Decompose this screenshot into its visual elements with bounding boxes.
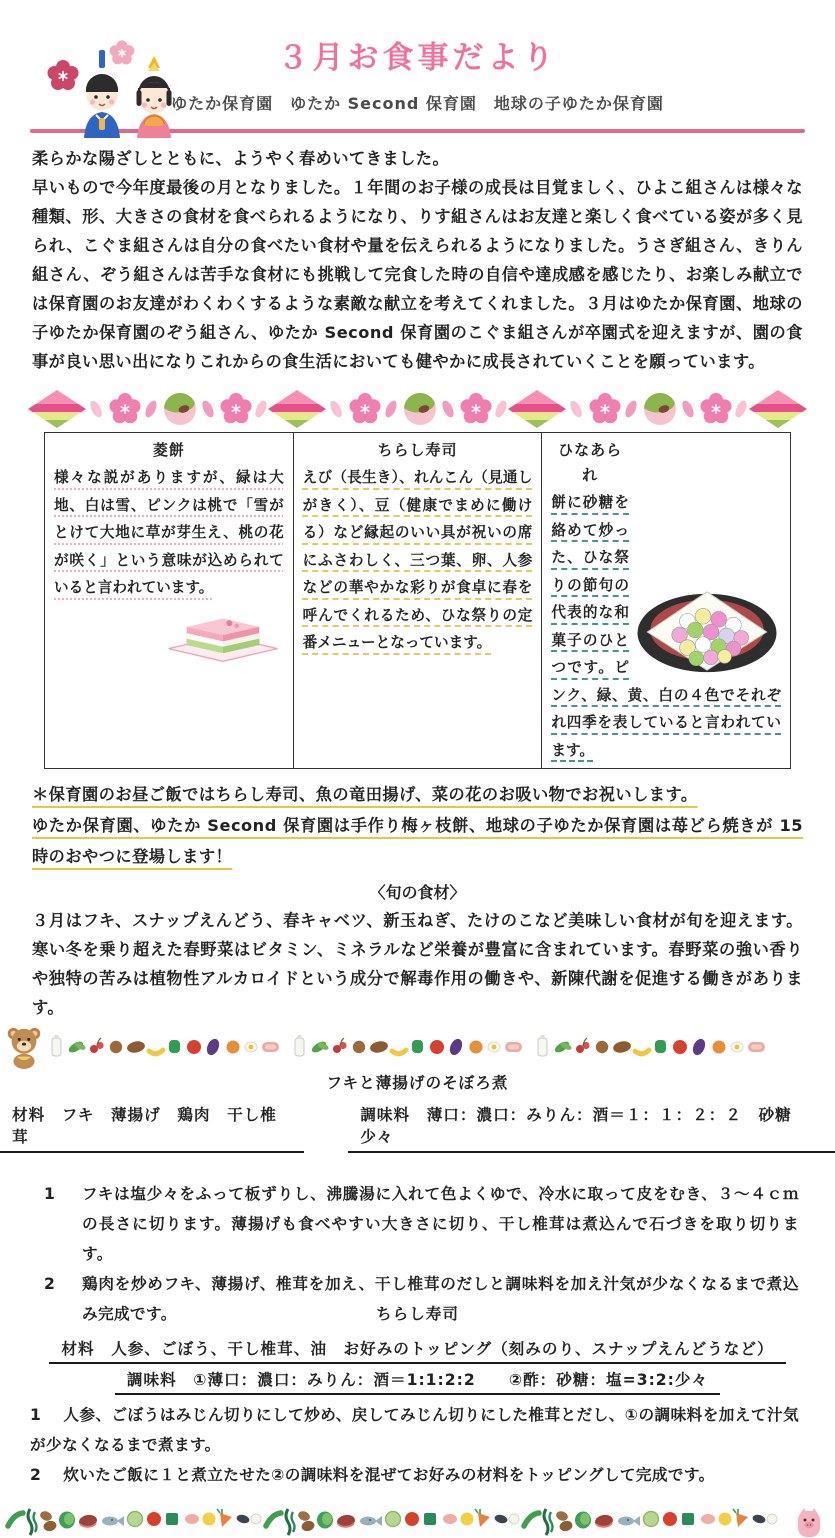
step-text: 鶏肉を炒めフキ、薄揚げ、椎茸を加え、干し椎茸のだしと調味料を加え汁気が少なくなるまで煮込み完成です。 xyxy=(82,1275,799,1323)
recipe2-seasoning: 調味料 ①薄口：濃口：みりん：酒＝1:1:2:2 ②酢：砂糖：塩=3:2:少々 xyxy=(115,1371,720,1395)
col-title: ちらし寿司 xyxy=(377,441,458,459)
girl-doll-icon xyxy=(137,56,172,138)
step-number: 2 xyxy=(30,1466,42,1484)
recipe2-ingredients-row xyxy=(0,1337,835,1359)
hishimochi-cake-icon xyxy=(56,605,282,665)
recipe2-steps xyxy=(30,1400,799,1490)
table-col-hishimochi xyxy=(45,433,293,768)
col-body: 様々な説がありますが、緑は大地、白は雪、ピンクは桃で「雪がとけて大地に草が芽生え、桃の花が咲く」という意味が込められていると言われています。 xyxy=(54,469,284,596)
recipe-step xyxy=(30,1400,799,1460)
plum-blossom-icon xyxy=(48,60,79,90)
plum-blossom-icon xyxy=(110,40,135,64)
step-number: 1 xyxy=(44,1185,56,1203)
food-icons-border xyxy=(4,1025,827,1069)
step-text: フキは塩少々をふって板ずりし、沸騰湯に入れて色よくゆで、冷水に取って皮をむき、３～４ｃｍの長さに切ります。薄揚げも食べやすい大きさに切り、干し椎茸は煮込んで石づきを取り切ります。 xyxy=(82,1185,799,1263)
intro-text xyxy=(32,144,803,376)
table-col-hinaarare xyxy=(541,433,790,768)
recipe-step xyxy=(36,1179,799,1269)
recipe1-seasoning: 調味料 薄口：濃口：みりん：酒＝１：１：２：２ 砂糖少々 xyxy=(348,1103,835,1153)
hina-arare-icon xyxy=(633,584,781,676)
page-title: ３月お食事だより xyxy=(277,40,558,76)
recipe2-ingredients: 材料 人参、ごぼう、干し椎茸、油 お好みのトッピング（刻みのり、スナップえんどうなど） xyxy=(49,1340,785,1364)
recipe1-ingredients-row xyxy=(0,1103,835,1153)
step-number: 2 xyxy=(44,1275,56,1293)
step-text: 炊いたご飯に１と煮立たせた②の調味料を混ぜてお好みの材料をトッピングして完成です。 xyxy=(63,1466,715,1484)
seasonal-body: ３月はフキ、スナップえんどう、春キャベツ、新玉ねぎ、たけのこなど美味しい食材が旬を迎えます。寒い冬を乗り超えた春野菜はビタミン、ミネラルなど栄養が豊富に含まれています。春野菜の強い香りや独特の苦みは植物性アルカロイドという成分で解毒作用の働きや、新陳代謝を促進する働きがあります。 xyxy=(32,911,803,1017)
recipe-step xyxy=(30,1460,799,1490)
hinamatsuri-table xyxy=(44,432,791,769)
table-col-chirashi xyxy=(293,433,542,768)
recipe2-title: ちらし寿司 xyxy=(376,1305,459,1323)
announce-line2: ゆたか保育園、ゆたか Second 保育園は手作り梅ヶ枝餅、地球の子ゆたか保育園は苺どら焼きが 15 時のおやつに登場します！ xyxy=(32,816,803,866)
step-text: 人参、ごぼうはみじん切りにして炒め、戻してみじん切りにした椎茸とだし、①の調味料を加えて汁気が少なくなるまで煮ます。 xyxy=(30,1406,799,1454)
recipe2-seasoning-row xyxy=(0,1368,835,1390)
seasonal-heading: 〈旬の食材〉 xyxy=(369,883,466,902)
step-number: 1 xyxy=(30,1406,42,1424)
pig-icon xyxy=(796,1506,822,1538)
announce-line1: ＊保育園のお昼ご飯ではちらし寿司、魚の竜田揚げ、菜の花のお吸い物でお祝いします。 xyxy=(32,785,698,804)
col-body: 餅に砂糖を絡めて炒った、ひな祭りの節句の代表的な和菓子のひとつです。ピンク、緑、黄、白の４色でそれぞれ四季を表していると言われています。 xyxy=(551,494,782,759)
teddy-bear-icon xyxy=(4,1025,44,1069)
recipe1-ingredients: 材料 フキ 薄揚げ 鶏肉 干し椎茸 xyxy=(0,1103,304,1153)
vegetable-icons-border xyxy=(6,1506,829,1538)
recipe1-title: フキと薄揚げのそぼろ煮 xyxy=(326,1074,509,1092)
header xyxy=(0,0,835,133)
hina-dolls-icon xyxy=(36,38,194,144)
col-title: ひなあられ xyxy=(558,441,623,484)
intro-body: 早いもので今年度最後の月となりました。１年間のお子様の成長は目覚ましく、ひよこ組さんは様々な種類、形、大きさの食材を食べられるようになり、りす組さんはお友達と楽しく食べている姿が多く見られ、こぐま組さんは自分の食べたい食材や量を伝えられるようになりました。うさぎ組さん、きりん組さん、ぞう組さんは苦手な食材にも挑戦して完食した時の自信や達成感を感じたり、お楽しみ献立では保育園のお友達がわくわくするような素敵な献立を考えてくれました。３月はゆたか保育園、地球の子ゆたか保育園のぞう組さん、ゆたか Second 保育園のこぐま組さんが卒園式を迎えますが、園の食事が良い思い出になりこれからの食生活においても健やかに成長されていくことを願っています。 xyxy=(32,178,803,371)
col-body: えび（長生き）、れんこん（見通しがきく）、豆（健康でまめに働ける）など縁起のいい具が祝いの席にふさわしく、三つ葉、卵、人参などの華やかな彩りが食卓に春を呼んでくれるため、ひな祭りの定番メニューとなっています。 xyxy=(302,469,533,651)
col-title: 菱餅 xyxy=(152,441,185,459)
intro-line1: 柔らかな陽ざしとともに、ようやく春めいてきました。 xyxy=(32,149,450,168)
announcements xyxy=(32,779,803,872)
school-names: ゆたか保育園 ゆたか Second 保育園 地球の子ゆたか保育園 xyxy=(171,94,664,113)
sakura-border xyxy=(28,388,807,430)
